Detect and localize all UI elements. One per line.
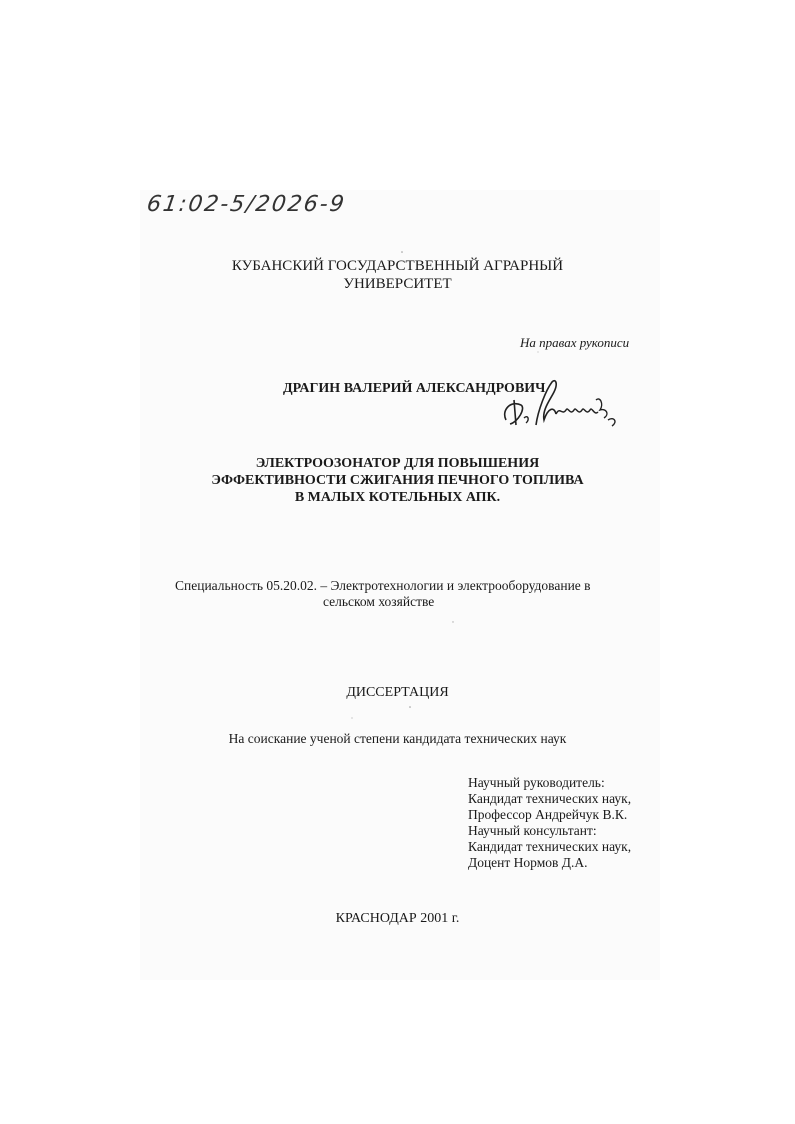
title-line: ЭФФЕКТИВНОСТИ СЖИГАНИЯ ПЕЧНОГО ТОПЛИВА bbox=[211, 473, 584, 488]
specialty-line-1: Специальность 05.20.02. – Электротехнологии и электрооборудование в bbox=[175, 578, 591, 593]
advisor-line: Доцент Нормов Д.А. bbox=[468, 855, 588, 870]
university-line-2: УНИВЕРСИТЕТ bbox=[343, 276, 452, 292]
city-year: КРАСНОДАР 2001 г. bbox=[335, 911, 460, 926]
catalog-number: 61:02-5/2026-9 bbox=[145, 192, 348, 217]
specialty-line-2: сельском хозяйстве bbox=[323, 594, 435, 609]
rights-note: На правах рукописи bbox=[520, 335, 630, 350]
document-genre: ДИССЕРТАЦИЯ bbox=[346, 685, 449, 700]
degree-line: На соискание ученой степени кандидата технических наук bbox=[228, 731, 567, 746]
advisor-line: Профессор Андрейчук В.К. bbox=[468, 807, 628, 822]
advisor-line: Научный руководитель: bbox=[468, 775, 605, 790]
title-line: ЭЛЕКТРООЗОНАТОР ДЛЯ ПОВЫШЕНИЯ bbox=[255, 456, 540, 471]
author-name: ДРАГИН ВАЛЕРИЙ АЛЕКСАНДРОВИЧ bbox=[283, 381, 546, 396]
advisor-line: Научный консультант: bbox=[468, 823, 597, 838]
title-line: В МАЛЫХ КОТЕЛЬНЫХ АПК. bbox=[294, 490, 501, 505]
advisor-line: Кандидат технических наук, bbox=[468, 791, 632, 806]
advisor-line: Кандидат технических наук, bbox=[468, 839, 632, 854]
university-line-1: КУБАНСКИЙ ГОСУДАРСТВЕННЫЙ АГРАРНЫЙ bbox=[231, 258, 564, 274]
